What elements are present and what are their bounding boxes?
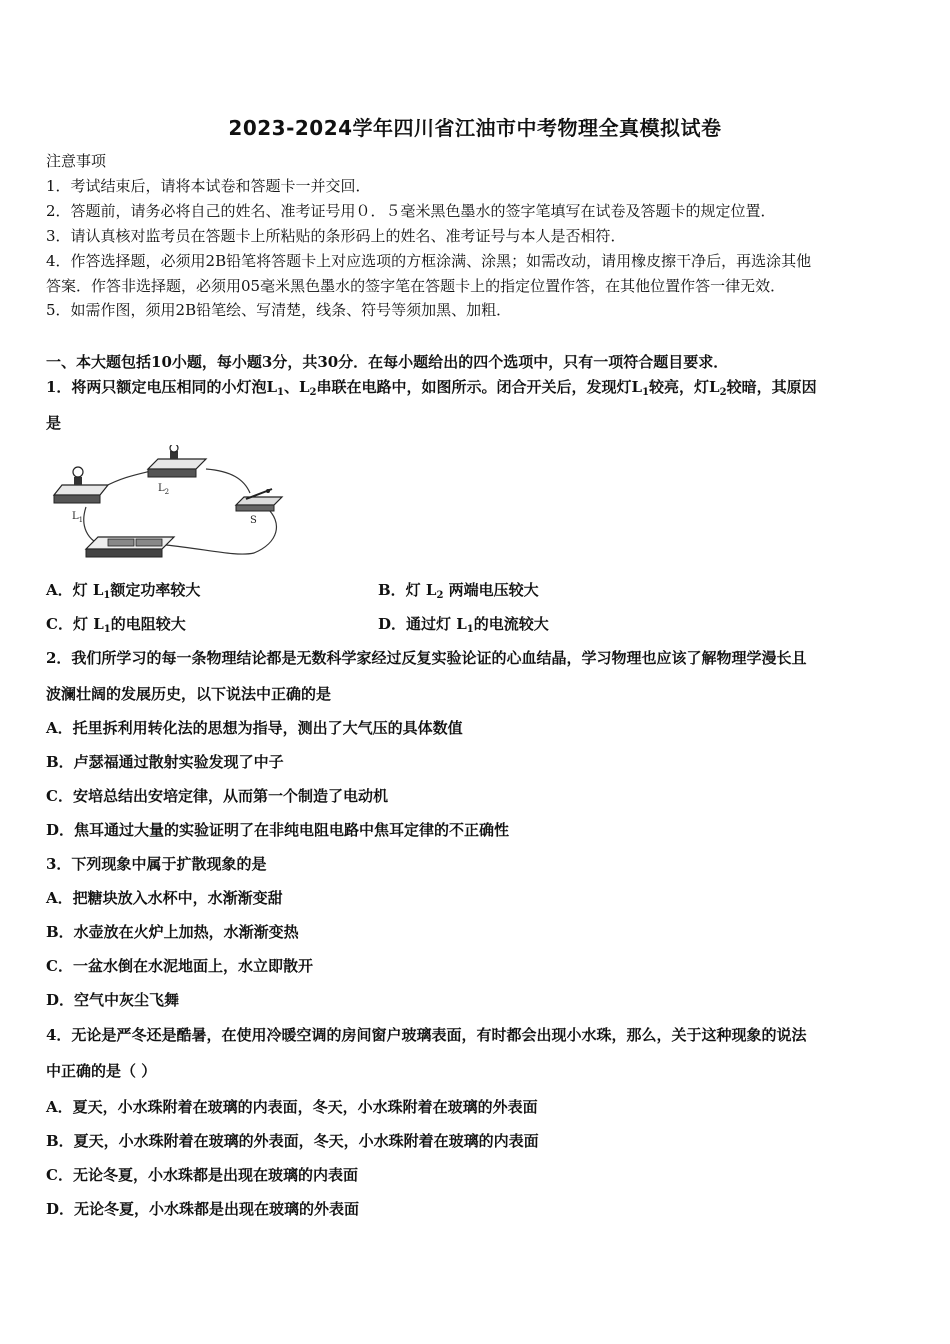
q3-option-d: D．空气中灰尘飞舞 (46, 991, 180, 1009)
label-l2: $L_2$ (158, 483, 170, 496)
notice-item: 5．如需作图，须用2B铅笔绘、写清楚，线条、符号等须加黑、加粗． (46, 301, 512, 319)
notice-heading: 注意事项 (46, 152, 107, 170)
label-s: S (250, 515, 257, 526)
q2-option-b: B．卢瑟福通过散射实验发现了中子 (46, 753, 284, 771)
question-2-stem: 2．我们所学习的每一条物理结论都是无数科学家经过反复实验论证的心血结晶，学习物理也应该了解物理学漫长且 (46, 649, 807, 667)
q4-option-d: D．无论冬夏，小水珠都是出现在玻璃的外表面 (46, 1200, 360, 1218)
question-1-stem-cont: 是 (46, 414, 62, 432)
notice-item: 4．作答选择题，必须用2B铅笔将答题卡上对应选项的方框涂满、涂黑；如需改动，请用橡皮擦干净后，再选涂其他 (46, 252, 812, 270)
q1-option-a: A．灯 $L_1$额定功率较大 (46, 581, 201, 601)
page-title: 2023-2024学年四川省江油市中考物理全真模拟试卷 (228, 116, 722, 140)
q2-option-d: D．焦耳通过大量的实验证明了在非纯电阻电路中焦耳定律的不正确性 (46, 821, 510, 839)
q4-option-c: C．无论冬夏，小水珠都是出现在玻璃的内表面 (46, 1166, 358, 1184)
lamp-l1 (54, 467, 108, 503)
notice-item: 2．答题前，请务必将自己的姓名、准考证号用０．５毫米黑色墨水的签字笔填写在试卷及答题卡的规定位置． (46, 202, 776, 220)
circuit-diagram (46, 445, 284, 563)
notice-item: 3．请认真核对监考员在答题卡上所粘贴的条形码上的姓名、准考证号与本人是否相符． (46, 227, 626, 245)
q1-option-d: D．通过灯 $L_1$的电流较大 (378, 615, 549, 635)
question-4-stem-cont: 中正确的是（ ） (46, 1062, 157, 1080)
question-2-stem-cont: 波澜壮阔的发展历史，以下说法中正确的是 (46, 685, 332, 703)
question-1-stem: 1．将两只额定电压相同的小灯泡$L_1$、$L_2$串联在电路中，如图所示。闭合开关后，发现灯$L_1$较亮，灯$L_2$较暗，其原因 (46, 378, 817, 398)
q4-option-b: B．夏天，小水珠附着在玻璃的外表面，冬天，小水珠附着在玻璃的内表面 (46, 1132, 539, 1150)
q3-option-b: B．水壶放在火炉上加热，水渐渐变热 (46, 923, 299, 941)
q1-option-c: C．灯 $L_1$的电阻较大 (46, 615, 186, 635)
switch-s (236, 489, 282, 511)
q4-option-a: A．夏天，小水珠附着在玻璃的内表面，冬天，小水珠附着在玻璃的外表面 (46, 1098, 538, 1116)
q2-option-a: A．托里拆利用转化法的思想为指导，测出了大气压的具体数值 (46, 719, 463, 737)
lamp-l2 (148, 445, 206, 477)
q3-option-a: A．把糖块放入水杯中，水渐渐变甜 (46, 889, 283, 907)
question-3-stem: 3．下列现象中属于扩散现象的是 (46, 855, 267, 873)
question-4-stem: 4．无论是严冬还是酷暑，在使用冷暖空调的房间窗户玻璃表面，有时都会出现小水珠，那么，关于这种现象的说法 (46, 1026, 807, 1044)
battery-holder (86, 537, 174, 557)
q1-option-b: B．灯 $L_2$ 两端电压较大 (378, 581, 539, 601)
q2-option-c: C．安培总结出安培定律，从而第一个制造了电动机 (46, 787, 388, 805)
label-l1: $L_1$ (72, 511, 84, 524)
q3-option-c: C．一盆水倒在水泥地面上，水立即散开 (46, 957, 313, 975)
section-heading: 一、本大题包括10小题，每小题3分，共30分．在每小题给出的四个选项中，只有一项符合题目要求． (46, 353, 729, 371)
notice-item: 答案．作答非选择题，必须用05毫米黑色墨水的签字笔在答题卡上的指定位置作答，在其他位置作答一律无效． (46, 277, 786, 295)
notice-item: 1．考试结束后，请将本试卷和答题卡一并交回． (46, 177, 371, 195)
